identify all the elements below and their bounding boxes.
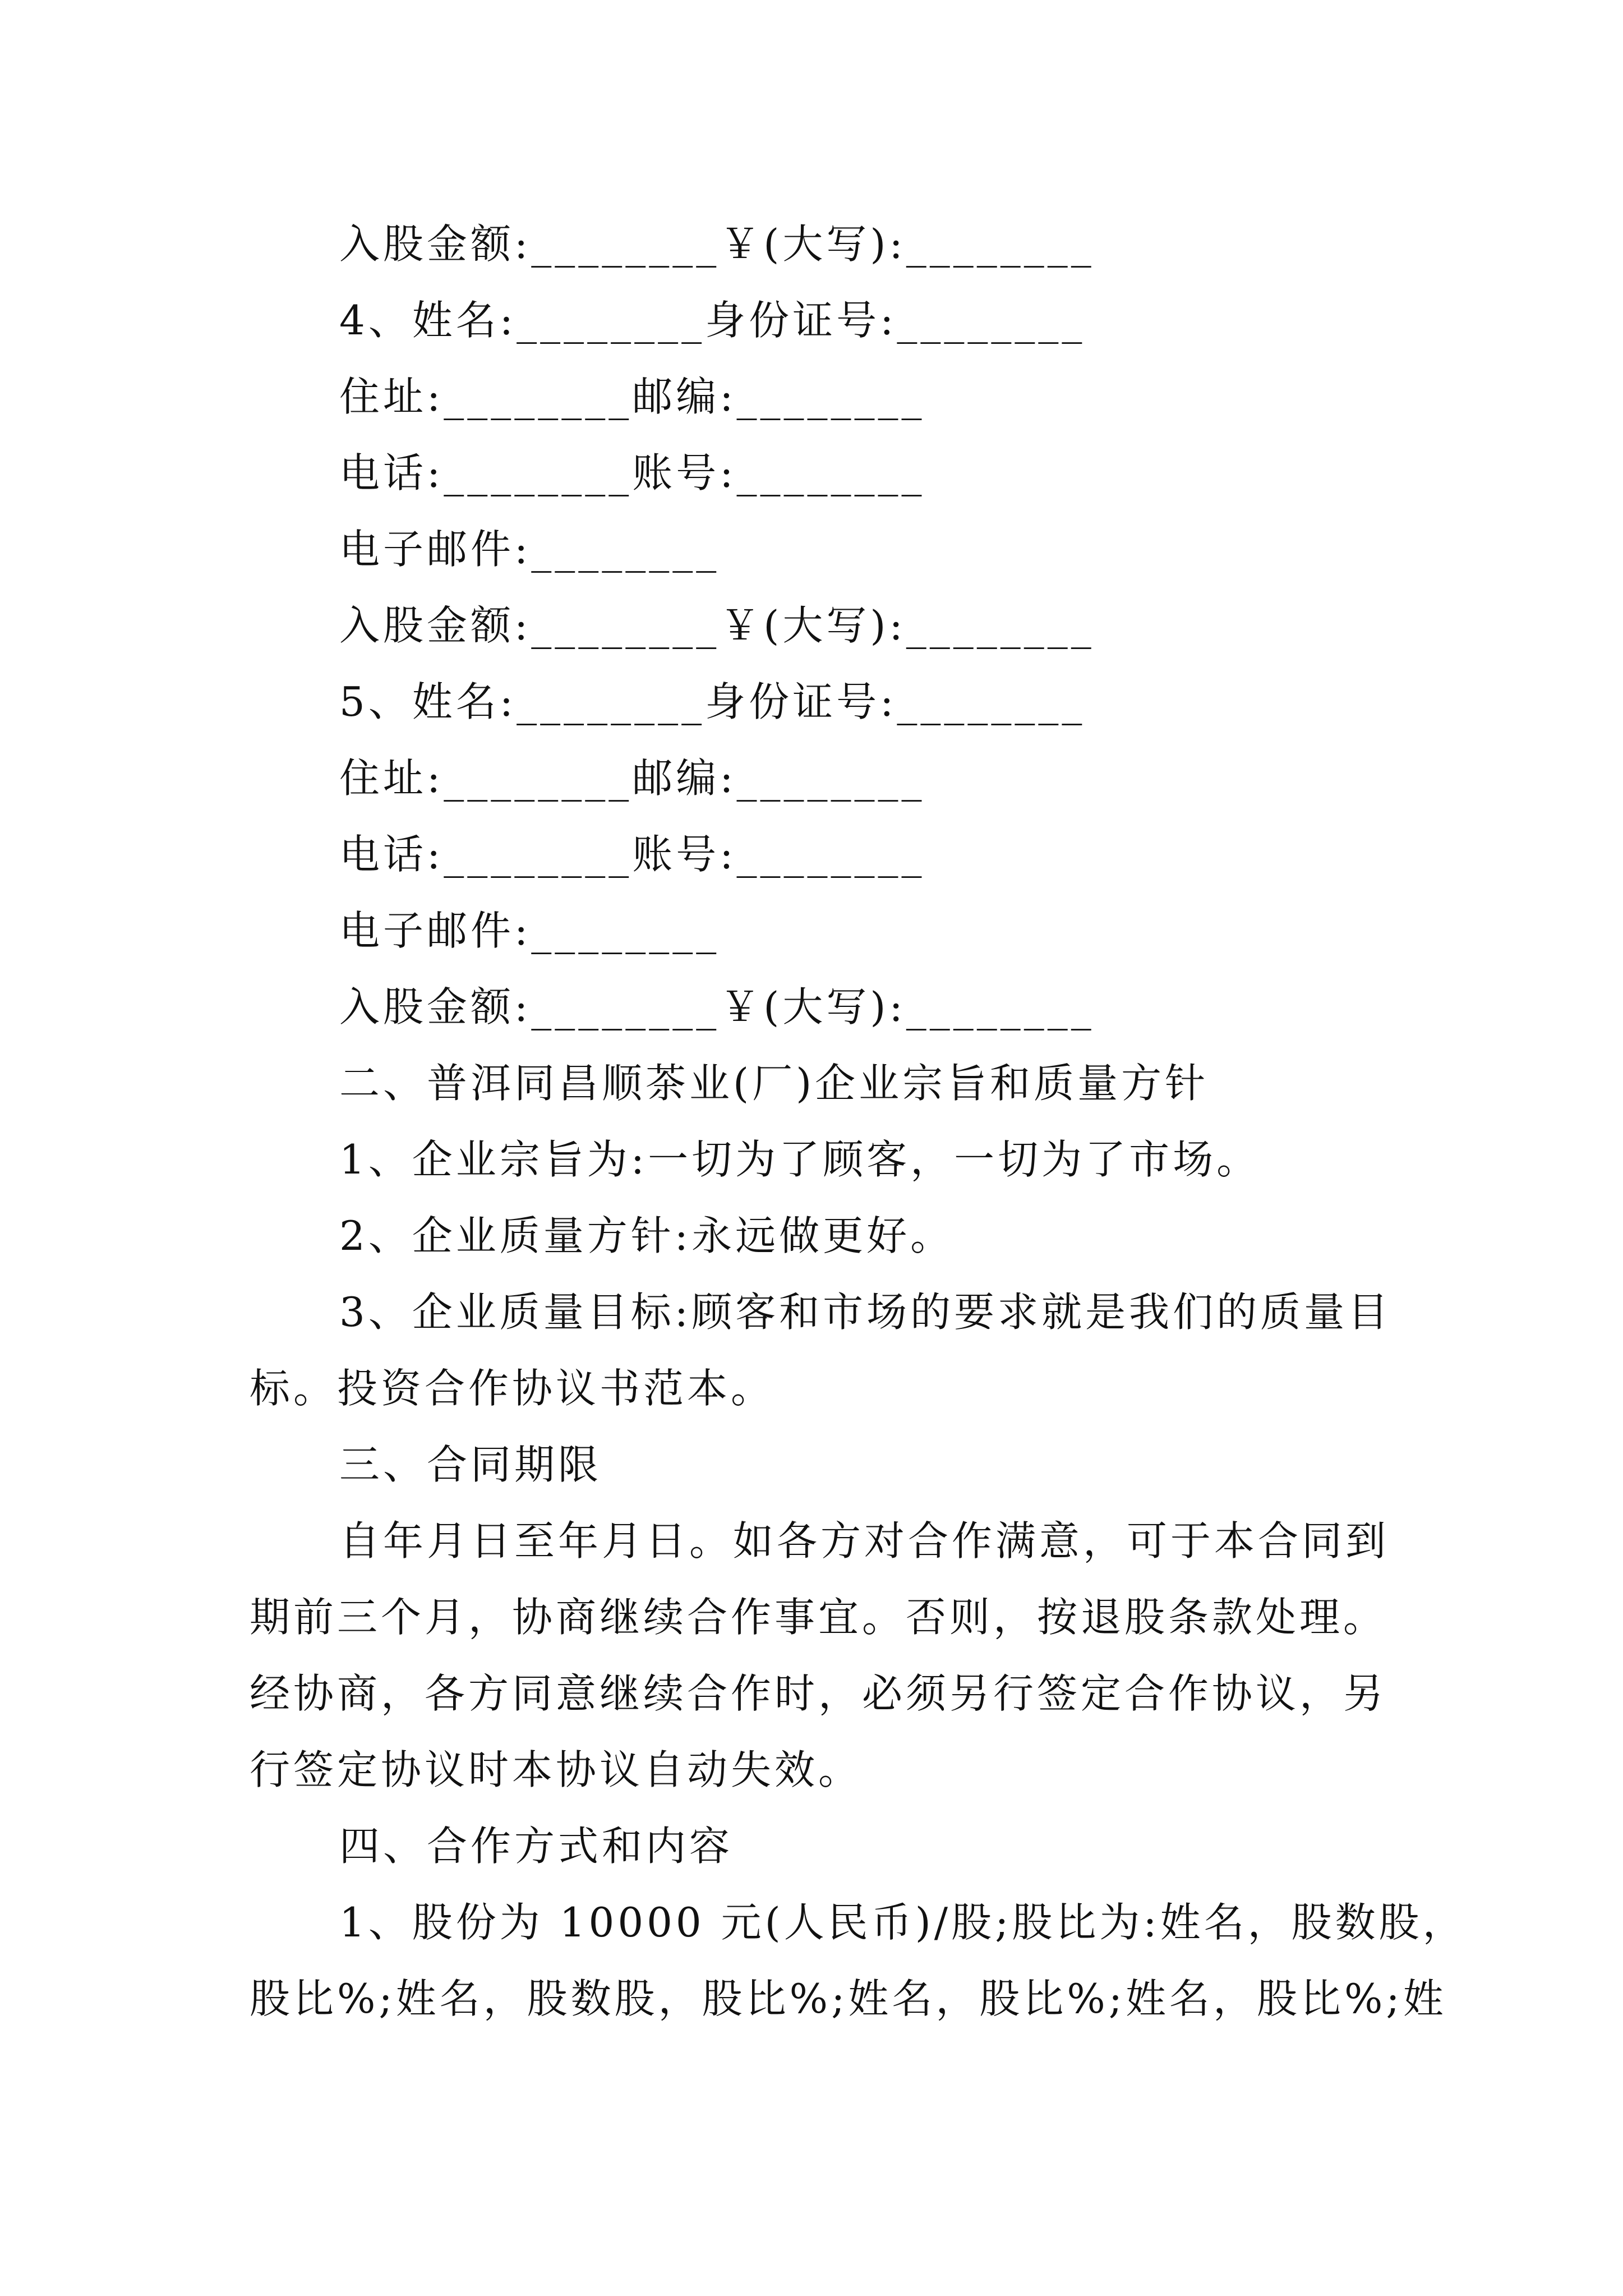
party-5-name-line: 5、姓名:________身份证号:________ [339, 678, 1086, 725]
section-heading-4: 四、合作方式和内容 [339, 1823, 734, 1870]
section-heading-3: 三、合同期限 [339, 1441, 602, 1488]
party-4-phone-line: 电话:________账号:________ [339, 449, 925, 496]
section-heading-2: 二、普洱同昌顺茶业(厂)企业宗旨和质量方针 [339, 1060, 1209, 1107]
clause-2-3-cont: 标。投资合作协议书范本。 [250, 1365, 775, 1412]
share-amount-line-4: 入股金额:________￥(大写):________ [339, 602, 1095, 649]
party-4-address-line: 住址:________邮编:________ [339, 373, 925, 420]
party-5-email-line: 电子邮件:________ [339, 907, 720, 954]
share-amount-line-5: 入股金额:________￥(大写):________ [339, 983, 1095, 1030]
cooperation-line-2: 股比%;姓名，股数股，股比%;姓名，股比%;姓名，股比%;姓 [250, 1975, 1447, 2022]
term-paragraph-line-2: 期前三个月，协商继续合作事宜。否则，按退股条款处理。 [250, 1594, 1387, 1641]
party-5-phone-line: 电话:________账号:________ [339, 831, 925, 878]
term-paragraph-line-3: 经协商，各方同意继续合作时，必须另行签定合作协议，另 [250, 1670, 1387, 1717]
clause-2-1: 1、企业宗旨为:一切为了顾客，一切为了市场。 [339, 1136, 1261, 1183]
party-4-email-line: 电子邮件:________ [339, 526, 720, 573]
share-amount-line-3: 入股金额:________￥(大写):________ [339, 220, 1095, 268]
party-5-address-line: 住址:________邮编:________ [339, 754, 925, 802]
clause-2-2: 2、企业质量方针:永远做更好。 [339, 1212, 955, 1259]
term-paragraph-line-1: 自年月日至年月日。如各方对合作满意，可于本合同到 [339, 1517, 1390, 1565]
term-paragraph-line-4: 行签定协议时本协议自动失效。 [250, 1746, 863, 1793]
party-4-name-line: 4、姓名:________身份证号:________ [339, 297, 1086, 344]
clause-2-3: 3、企业质量目标:顾客和市场的要求就是我们的质量目 [339, 1289, 1392, 1336]
cooperation-line-1: 1、股份为 10000 元(人民币)/股;股比为:姓名，股数股， [339, 1899, 1467, 1946]
